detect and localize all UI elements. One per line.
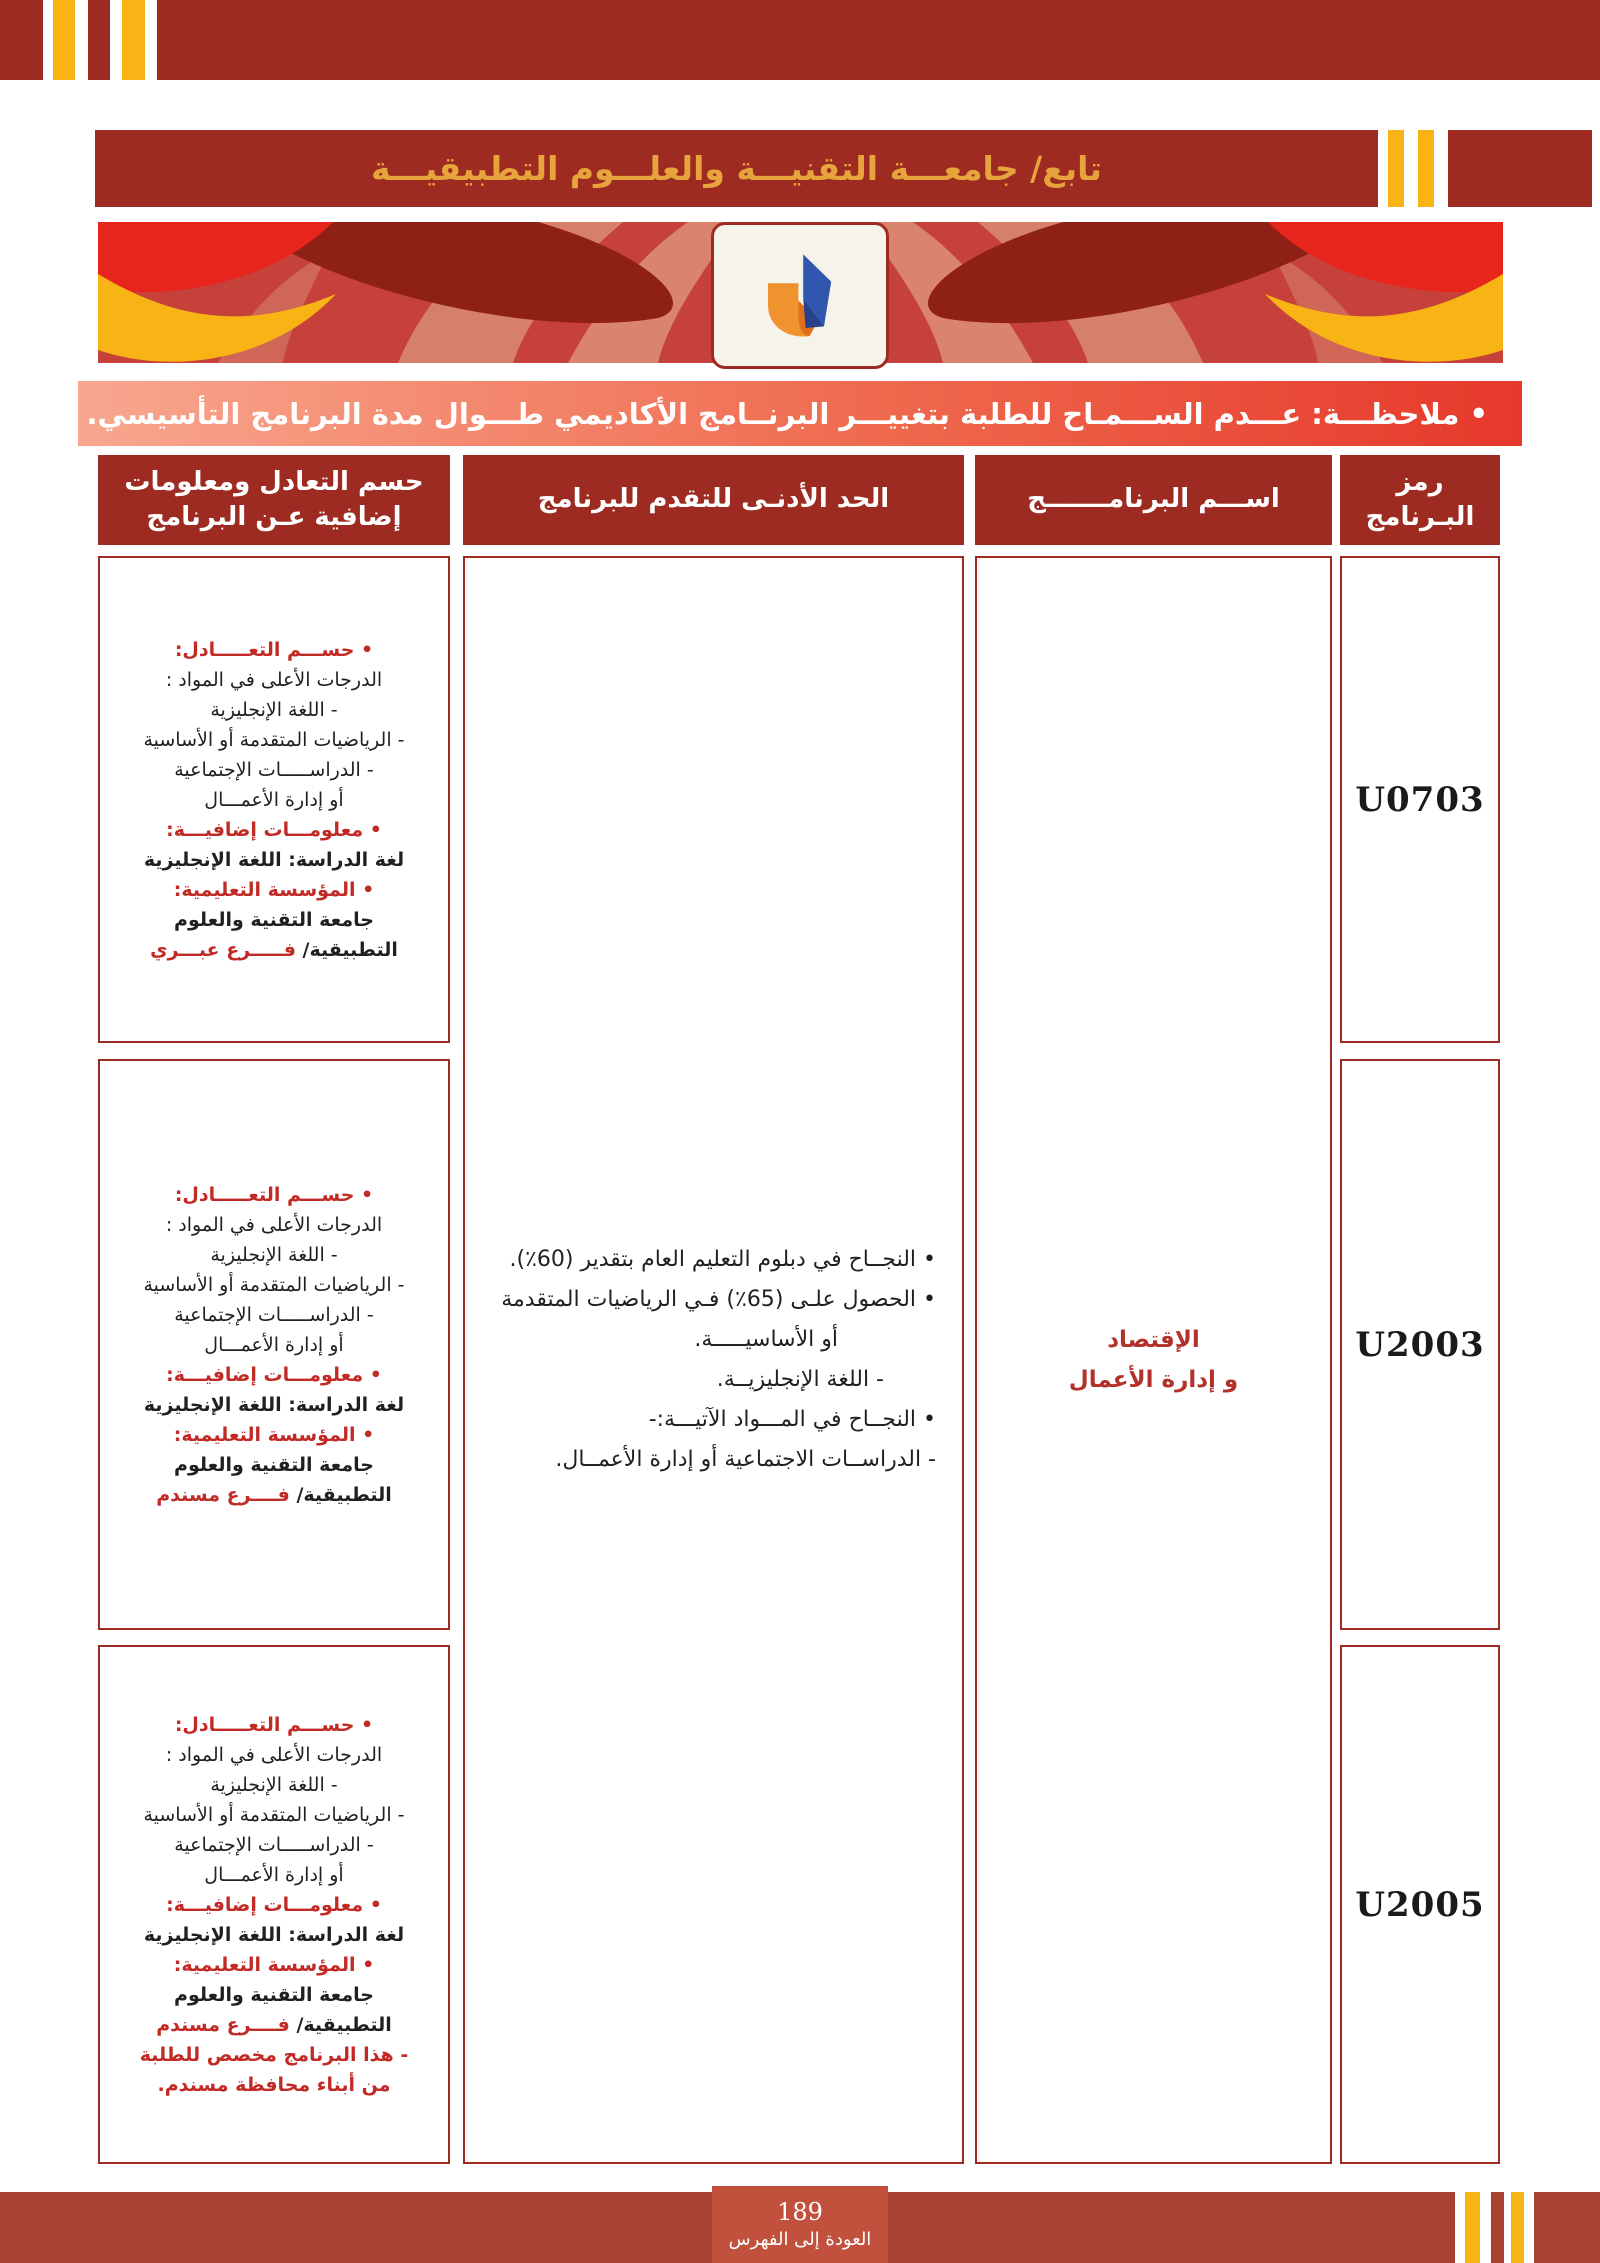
- stripe: [43, 0, 53, 80]
- info-line: لغة الدراسة: اللغة الإنجليزية: [143, 1393, 405, 1416]
- info-line: • حســـم التعـــــادل:: [174, 1713, 374, 1736]
- info-line: أو إدارة الأعمـــال: [204, 1333, 344, 1356]
- col-header-program-code-label: رمز البـرنامج: [1365, 466, 1475, 532]
- requirement-line: • النجــاح في المـــواد الآتيـــة:-: [648, 1407, 936, 1432]
- info-line: - الدراســـــات الإجتماعية: [174, 1833, 374, 1856]
- info-line: لغة الدراسة: اللغة الإنجليزية: [143, 1923, 405, 1946]
- info-line: • حســـم التعـــــادل:: [174, 1183, 374, 1206]
- info-line: • المؤسسة التعليمية:: [173, 1953, 375, 1976]
- program-code-value: U0703: [1355, 779, 1485, 820]
- footer-tab: [712, 2186, 888, 2263]
- info-line: الدرجات الأعلى في المواد :: [165, 1213, 383, 1236]
- page-title: تابع/ جامعـــة التقنيـــة والعلـــوم التطبيقيـــة: [371, 149, 1102, 188]
- info-line: • معلومـــات إضافيـــة:: [166, 1893, 382, 1916]
- info-line: جامعة التقنية والعلوم: [174, 908, 374, 931]
- yellow-stripe: [53, 0, 75, 80]
- program-code-cell: [1340, 1059, 1500, 1630]
- info-line: • المؤسسة التعليمية:: [173, 1423, 375, 1446]
- col-header-program-code: [1340, 455, 1500, 545]
- program-name-cell: [975, 556, 1332, 2164]
- info-line: - هذا البرنامج مخصص للطلبة: [139, 2043, 409, 2066]
- program-code-value: U2005: [1355, 1884, 1485, 1925]
- info-line: التطبيقية/ فـــــرع عبـــري: [150, 938, 398, 961]
- col-header-tiebreak: [98, 455, 450, 545]
- utas-logo-icon: [752, 248, 848, 344]
- red-block: [1448, 130, 1592, 207]
- info-line: - الدراســـــات الإجتماعية: [174, 758, 374, 781]
- yellow-stripe: [1511, 2192, 1524, 2263]
- program-code-value: U2003: [1355, 1324, 1485, 1365]
- tiebreak-info-cell: [98, 1645, 450, 2164]
- requirement-line: • النجــاح في دبلوم التعليم العام بتقدير (60٪).: [509, 1247, 936, 1272]
- info-line: - اللغة الإنجليزية: [210, 698, 338, 721]
- stripe: [145, 0, 157, 80]
- info-line: التطبيقية/ فــــرع مسندم: [156, 2013, 392, 2036]
- stripe: [1455, 2192, 1465, 2263]
- tiebreak-info-cell: [98, 556, 450, 1043]
- program-code-cell: [1340, 556, 1500, 1043]
- yellow-stripe: [1465, 2192, 1480, 2263]
- back-to-index-link[interactable]: العودة إلى الفهرس: [728, 2228, 872, 2250]
- stripe: [75, 0, 88, 80]
- header-bar: [95, 130, 1378, 207]
- requirement-line: • الحصول علـى (65٪) فـي الرياضيات المتقدمة: [501, 1287, 936, 1312]
- info-line: - الرياضيات المتقدمة أو الأساسية: [143, 728, 405, 751]
- col-header-program-name: [975, 455, 1332, 545]
- logo-card: [711, 222, 889, 369]
- info-line: التطبيقية/ فــــرع مسندم: [156, 1483, 392, 1506]
- requirements-list: [491, 1240, 936, 1480]
- info-line: من أبناء محافظة مسندم.: [157, 2073, 391, 2096]
- tiebreak-info-cell: [98, 1059, 450, 1630]
- stripe: [1524, 2192, 1534, 2263]
- info-line: أو إدارة الأعمـــال: [204, 788, 344, 811]
- yellow-stripe: [1418, 130, 1434, 207]
- info-line: • معلومـــات إضافيـــة:: [166, 1363, 382, 1386]
- page-number: 189: [777, 2197, 823, 2226]
- program-code-cell: [1340, 1645, 1500, 2164]
- header-line: إضافية عـن البرنامج: [146, 502, 402, 532]
- program-name-line: الإقتصاد: [1107, 1327, 1200, 1353]
- program-name-text: [1069, 1320, 1238, 1400]
- info-line: الدرجات الأعلى في المواد :: [165, 1743, 383, 1766]
- info-line: - الرياضيات المتقدمة أو الأساسية: [143, 1803, 405, 1826]
- info-line: - الرياضيات المتقدمة أو الأساسية: [143, 1273, 405, 1296]
- requirement-line: - الدراســات الاجتماعية أو إدارة الأعمــال.: [555, 1447, 936, 1472]
- info-line: • حســـم التعـــــادل:: [174, 638, 374, 661]
- col-header-requirements: [463, 455, 964, 545]
- col-header-program-name-label: اســـم البرنامـــــــج: [1027, 484, 1280, 515]
- stripe: [110, 0, 122, 80]
- requirement-line: - اللغة الإنجليزيــة.: [716, 1367, 884, 1392]
- info-line: أو إدارة الأعمـــال: [204, 1863, 344, 1886]
- col-header-requirements-label: الحد الأدنـى للتقدم للبرنامج: [537, 484, 890, 515]
- header-line: حسم التعادل ومعلومات: [124, 466, 424, 497]
- requirement-line: أو الأساسيـــــة.: [694, 1327, 838, 1352]
- note-text: • ملاحظـــة: عـــدم الســـمـاح للطلبة بتغييـــر البرنــامج الأكاديمي طـــوال مدة البرنامج التأسيسي.: [86, 396, 1488, 431]
- info-line: • المؤسسة التعليمية:: [173, 878, 375, 901]
- info-line: جامعة التقنية والعلوم: [174, 1453, 374, 1476]
- requirements-cell: [463, 556, 964, 2164]
- info-line: لغة الدراسة: اللغة الإنجليزية: [143, 848, 405, 871]
- info-line: الدرجات الأعلى في المواد :: [165, 668, 383, 691]
- top-decor-bar: [0, 0, 1600, 80]
- info-line: • معلومـــات إضافيـــة:: [166, 818, 382, 841]
- info-line: - اللغة الإنجليزية: [210, 1773, 338, 1796]
- info-line: - الدراســـــات الإجتماعية: [174, 1303, 374, 1326]
- program-name-line: و إدارة الأعمال: [1068, 1367, 1239, 1393]
- stripe: [1504, 2192, 1511, 2263]
- info-line: - اللغة الإنجليزية: [210, 1243, 338, 1266]
- note-bar: [78, 381, 1522, 446]
- info-line: جامعة التقنية والعلوم: [174, 1983, 374, 2006]
- stripe: [1480, 2192, 1491, 2263]
- yellow-stripe: [1388, 130, 1404, 207]
- col-header-tiebreak-label: [124, 465, 423, 535]
- yellow-stripe: [122, 0, 145, 80]
